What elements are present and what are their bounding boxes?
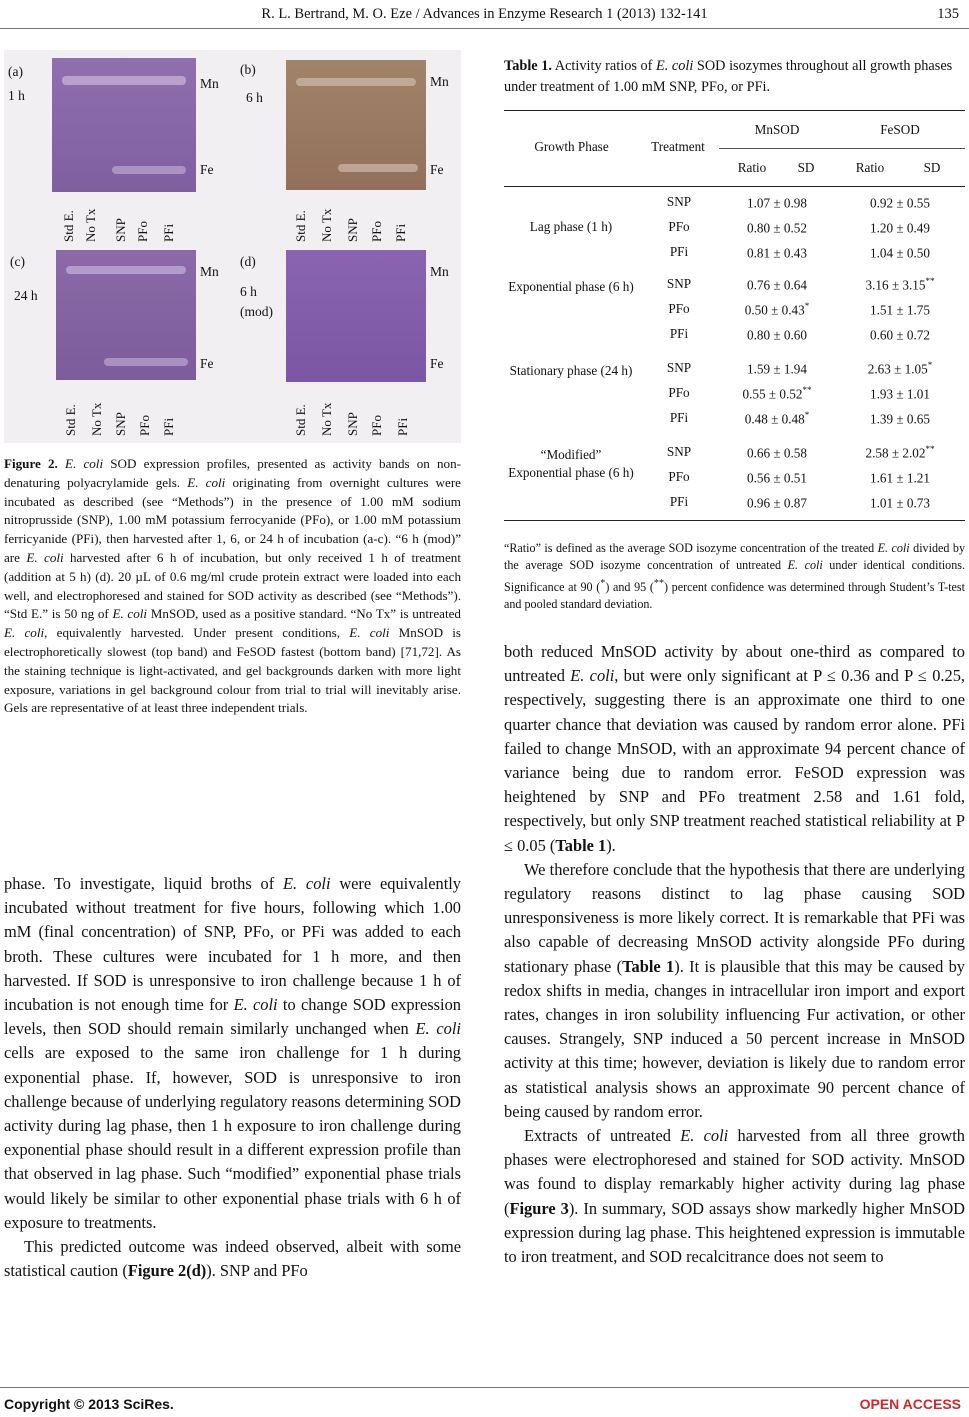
fesod-value-cell: 0.60 ± 0.72 — [870, 327, 930, 343]
lane-label: PFi — [393, 223, 408, 242]
fesod-value-cell: 1.61 ± 1.21 — [870, 470, 930, 486]
fesod-value-cell: 1.04 ± 0.50 — [870, 245, 930, 261]
italic-term: E. coli — [349, 625, 390, 641]
caption-text: harvested after 6 h of incubation, but only received 1 h of treatment (addition at 5 h) (d). 20 µL of 0.6 mg/ml crude protein extract were loaded into each well, and electrophoresed and stained for SOD activity as described (see “Methods”). “Std E.” is 50 ng of — [4, 549, 461, 622]
mn-label: Mn — [430, 74, 449, 89]
fesod-value-cell: 1.01 ± 0.73 — [870, 495, 930, 511]
mn-band — [296, 78, 416, 86]
col-mn-ratio: Ratio — [737, 160, 767, 175]
treatment-cell: PFo — [668, 385, 690, 400]
table-header-rule — [504, 186, 965, 187]
paragraph: We therefore conclude that the hypothesis that there are underlying regulatory reasons distinct to lag phase causing SOD unresponsiveness is more likely correct. It is remarkable that PFi was also capable of decreasing MnSOD activity alongside PFo during stationary phase (Table 1). It is plausible that this may be caused by redox shifts in media, changes in intracellular iron import and export rates, changes in iron solubility influencing Fur activation, or other causes. Strangely, SNP induced a 50 percent increase in MnSOD activity at this time; however, deviation is likely due to random error as statistical analysis shows an approximate 90 percent chance of being caused by random error. — [504, 859, 966, 1121]
gel-panel-d — [286, 250, 426, 382]
italic-term: E. coli — [187, 474, 226, 490]
italic-term: E. coli — [26, 549, 64, 565]
lane-label: No Tx — [89, 402, 104, 436]
mnsod-value-cell: 0.76 ± 0.64 — [747, 277, 807, 293]
panel-letter: (b) — [240, 62, 256, 77]
col-fe-sd: SD — [923, 160, 941, 175]
fesod-value-cell: 2.63 ± 1.05* — [867, 360, 933, 377]
lane-label: PFi — [161, 417, 176, 436]
lane-label: Std E. — [63, 404, 78, 436]
caption-text: SOD expression profiles, presented as activity bands on non-denaturing polyacrylamide gels. — [4, 456, 461, 490]
table-caption: Table 1. Activity ratios of E. coli SOD isozymes throughout all growth phases under treatment of 1.00 mM SNP, PFo, or PFi. — [504, 58, 953, 95]
caption-text: MnSOD, used as a positive standard. “No Tx” is untreated — [147, 606, 461, 622]
table-bottom-rule — [504, 520, 965, 521]
mnsod-value-cell: 0.55 ± 0.52** — [742, 385, 812, 402]
fesod-value-cell: 1.20 ± 0.49 — [870, 220, 930, 236]
lane-label: Std E. — [61, 210, 76, 242]
fesod-value-cell: 1.51 ± 1.75 — [870, 302, 930, 318]
table-reference[interactable]: Table 1 — [555, 835, 607, 855]
page-number: 135 — [937, 6, 959, 22]
mn-label: Mn — [200, 264, 219, 279]
mnsod-value-cell: 0.48 ± 0.48* — [744, 410, 810, 427]
mnsod-value-cell: 0.66 ± 0.58 — [747, 445, 807, 461]
figure-caption — [4, 455, 461, 718]
treatment-cell: PFo — [668, 301, 690, 316]
left-column-body — [4, 872, 461, 1283]
fe-label: Fe — [430, 162, 444, 177]
panel-letter: (c) — [10, 254, 25, 269]
col-mn-sd: SD — [797, 160, 815, 175]
mnsod-value-cell: 1.07 ± 0.98 — [747, 195, 807, 211]
panel-time-mod: (mod) — [240, 304, 273, 319]
fesod-value-cell: 0.92 ± 0.55 — [870, 195, 930, 211]
treatment-cell: PFi — [669, 244, 689, 259]
panel-letter: (d) — [240, 254, 256, 269]
mnsod-value-cell: 0.81 ± 0.43 — [747, 245, 807, 261]
header-divider — [0, 28, 969, 29]
lane-label: No Tx — [319, 208, 334, 242]
lane-label: PFo — [369, 415, 384, 436]
fe-label: Fe — [430, 356, 444, 371]
growth-phase-cell: Exponential phase (6 h) — [508, 279, 634, 294]
gel-panel-a — [52, 58, 196, 192]
figure-label: Figure 2. — [4, 456, 58, 471]
treatment-cell: PFo — [668, 469, 690, 484]
paragraph: Extracts of untreated E. coli harvested from all three growth phases were electrophoresed and stained for SOD activity. MnSOD was found to display remarkably higher activity during lag phase (Figure 3). In summary, SOD assays show markedly higher MnSOD expression during lag phase. This heightened expression is immutable to iron treatment, and SOD recalcitrance does not seem to — [504, 1126, 965, 1267]
mn-band — [66, 266, 186, 274]
fe-label: Fe — [200, 356, 214, 371]
mn-band — [62, 76, 186, 85]
fesod-value-cell: 1.93 ± 1.01 — [870, 386, 930, 402]
table-reference[interactable]: Table 1 — [622, 956, 675, 976]
treatment-cell: SNP — [666, 444, 692, 459]
treatment-cell: PFi — [669, 494, 689, 509]
caption-text: , equivalently harvested. Under present conditions, — [44, 625, 350, 641]
col-growth-phase: Growth Phase — [534, 139, 609, 154]
mnsod-value-cell: 1.59 ± 1.94 — [747, 361, 807, 377]
paragraph: both reduced MnSOD activity by about one-third as compared to untreated E. coli, but were only significant at P ≤ 0.36 and P ≤ 0.25, respectively, suggesting there is an approximate one third to one quarter chance that deviation was caused by random error alone. PFi failed to change MnSOD, with an approximate 94 percent chance of variance being due to random error. FeSOD expression was heightened by SNP and PFo treatment 2.58 and 1.61 fold, respectively, but only SNP treatment reached statistical reliability at P ≤ 0.05 (Table 1). — [504, 642, 965, 855]
lane-label: PFo — [369, 221, 384, 242]
lane-label: Std E. — [293, 210, 308, 242]
caption-text: originating from overnight cultures were incubated as described (see “Methods”) in the presence of 1.00 mM sodium nitroprusside (SNP), 1.00 mM potassium ferrocyanide (PFo), or 1.00 mM potassium ferricyanide (PFi), then harvested after 1, 6, or 24 h of incubation (a-c). “6 h (mod)” are — [4, 474, 461, 565]
gel-panel-c — [56, 250, 196, 380]
lane-label: SNP — [345, 218, 360, 242]
col-treatment: Treatment — [651, 139, 705, 154]
panel-time: 6 h — [240, 284, 257, 299]
panel-time: 1 h — [8, 88, 25, 103]
lane-label: No Tx — [83, 208, 98, 242]
lane-label: SNP — [113, 412, 128, 436]
fe-label: Fe — [200, 162, 214, 177]
mnsod-value-cell: 0.50 ± 0.43* — [744, 301, 810, 318]
caption-text: MnSOD is electrophoretically slowest (top band) and FeSOD fastest (bottom band) [71,72]. As the staining technique is light-activated, and gel backgrounds darken with more light exposure, variations in gel background colour from trial to trial will inevitably arise. Gels are representative of at least three independent trials. — [4, 625, 461, 716]
mn-label: Mn — [200, 76, 219, 91]
treatment-cell: PFi — [669, 410, 689, 425]
copyright-notice: Copyright © 2013 SciRes. — [4, 1396, 174, 1412]
lane-label: PFo — [135, 221, 150, 242]
mnsod-value-cell: 0.80 ± 0.60 — [747, 327, 807, 343]
fe-band — [112, 166, 186, 174]
lane-label: SNP — [345, 412, 360, 436]
mnsod-value-cell: 0.96 ± 0.87 — [747, 495, 807, 511]
figure-2-gels — [4, 50, 461, 443]
lane-label: SNP — [113, 218, 128, 242]
col-fesod: FeSOD — [880, 122, 920, 137]
paragraph: phase. To investigate, liquid broths of E. coli were equivalently incubated without treatment for five hours, following which 1.00 mM (final concentration) of SNP, PFo, or PFi was added to each broth. These cultures were incubated for 1 h more, and then harvested. If SOD is unresponsive to iron challenge because 1 h of incubation is not enough time for E. coli to change SOD expression levels, then SOD should remain similarly unchanged when E. coli cells are exposed to the same iron challenge for 1 h during exponential phase. If, however, SOD is unresponsive to iron challenge because of underlying regulatory reasons determining SOD activity during lag phase, then 1 h exposure to iron challenge during exponential phase should result in a different expression profile than that observed in lag phase. Such “modified” exponential phase trials would likely be similar to other exponential phase trials with 6 h of exposure to treatments. — [4, 874, 461, 1232]
open-access-label: OPEN ACCESS — [859, 1396, 961, 1412]
treatment-cell: SNP — [666, 360, 692, 375]
figure-reference[interactable]: Figure 3 — [509, 1198, 569, 1218]
growth-phase-cell: Lag phase (1 h) — [529, 219, 613, 234]
col-fe-ratio: Ratio — [855, 160, 885, 175]
running-header: R. L. Bertrand, M. O. Eze / Advances in Enzyme Research 1 (2013) 132-141 — [261, 6, 708, 22]
fesod-value-cell: 3.16 ± 3.15** — [865, 276, 935, 293]
fesod-value-cell: 2.58 ± 2.02** — [865, 444, 935, 461]
lane-label: Std E. — [293, 404, 308, 436]
panel-time: 24 h — [14, 288, 38, 303]
right-column-body — [504, 640, 965, 1269]
paragraph: This predicted outcome was indeed observed, albeit with some statistical caution (Figure 2(d)). SNP and PFo — [4, 1237, 461, 1281]
table-footnote: “Ratio” is defined as the average SOD isozyme concentration of the treated E. coli divided by the average SOD isozyme concentration of untreated E. coli under identical conditions. Significance at 90 (*) and 95 (**) percent confidence was determined through Student’s T-test and pooled standard deviation. — [504, 541, 966, 612]
mnsod-value-cell: 0.80 ± 0.52 — [747, 220, 807, 236]
panel-letter: (a) — [8, 64, 23, 79]
panel-time: 6 h — [246, 90, 263, 105]
col-mnsod: MnSOD — [754, 122, 800, 137]
italic-term: E. coli — [112, 606, 148, 622]
lane-label: No Tx — [319, 402, 334, 436]
treatment-cell: SNP — [666, 194, 692, 209]
treatment-cell: SNP — [666, 276, 692, 291]
mn-label: Mn — [430, 264, 449, 279]
fesod-value-cell: 1.39 ± 0.65 — [870, 411, 930, 427]
lane-label: PFo — [137, 415, 152, 436]
lane-label: PFi — [161, 223, 176, 242]
lane-label: PFi — [395, 417, 410, 436]
treatment-cell: PFo — [668, 219, 690, 234]
italic-term: E. coli — [65, 456, 104, 471]
growth-phase-cell: “Modified” Exponential phase (6 h) — [508, 447, 634, 480]
gel-panel-b — [286, 60, 426, 190]
mnsod-value-cell: 0.56 ± 0.51 — [747, 470, 807, 486]
growth-phase-cell: Stationary phase (24 h) — [509, 363, 633, 378]
footer-divider — [0, 1387, 969, 1388]
fe-band — [104, 358, 188, 366]
table-top-rule — [504, 110, 965, 111]
fe-band — [338, 164, 418, 172]
table-mid-rule — [719, 148, 965, 149]
figure-reference[interactable]: Figure 2(d) — [127, 1261, 207, 1281]
treatment-cell: PFi — [669, 326, 689, 341]
italic-term: E. coli — [4, 625, 45, 641]
